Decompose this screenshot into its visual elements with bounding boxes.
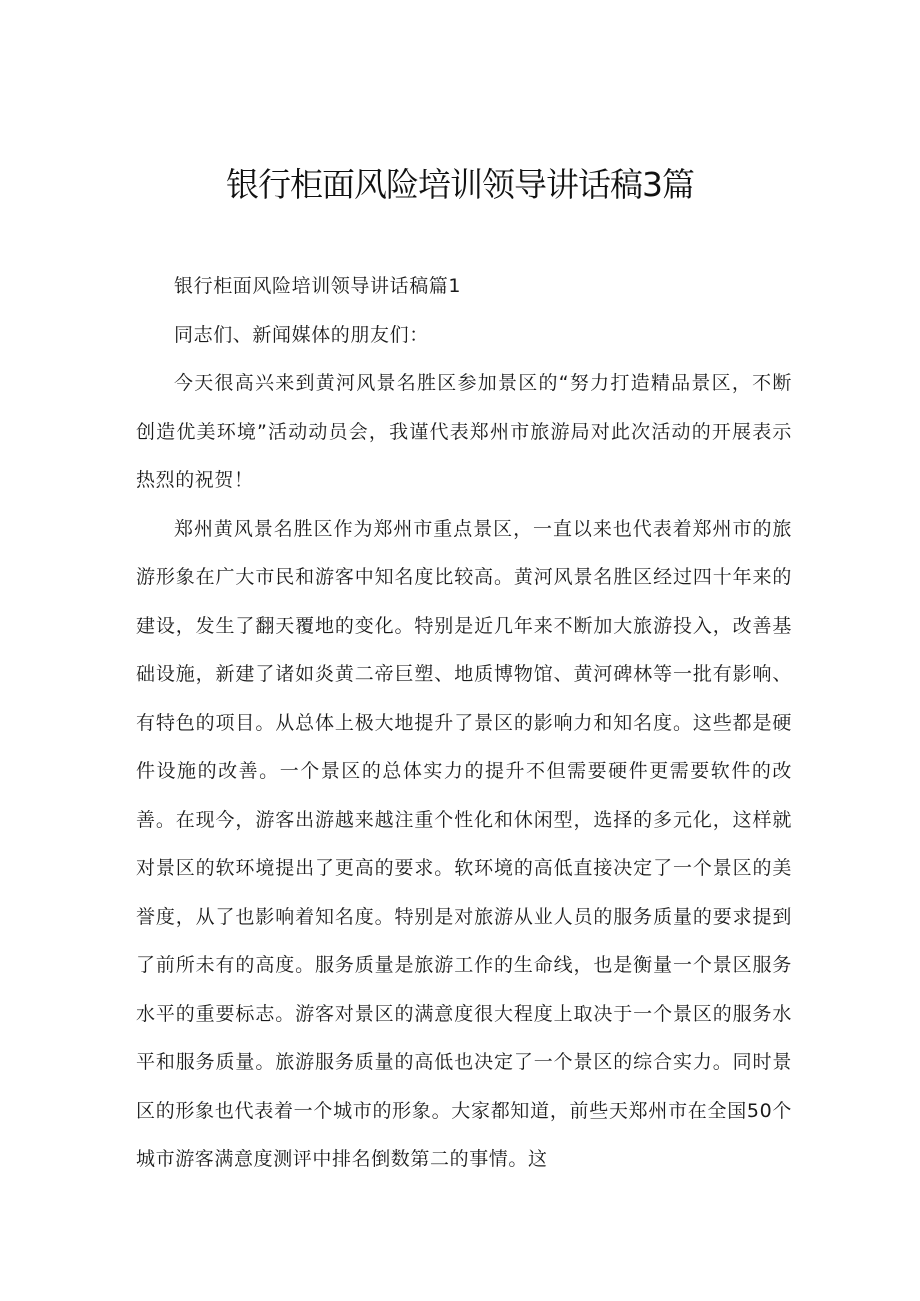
paragraph-intro: 今天很高兴来到黄河风景名胜区参加景区的“努力打造精品景区，不断创造优美环境”活动动员会，我谨代表郑州市旅游局对此次活动的开展表示热烈的祝贺！ bbox=[136, 372, 792, 491]
section-heading: 银行柜面风险培训领导讲话稿篇1 bbox=[174, 275, 462, 297]
paragraph-main: 郑州黄风景名胜区作为郑州市重点景区，一直以来也代表着郑州市的旅游形象在广大市民和游客中知名度比较高。黄河风景名胜区经过四十年来的建设，发生了翻天覆地的变化。特别是近几年来不断加大旅游投入，改善基础设施，新建了诸如炎黄二帝巨塑、地质博物馆、黄河碑林等一批有影响、有特色的项目。从总体上极大地提升了景区的影响力和知名度。这些都是硬件设施的改善。一个景区的总体实力的提升不但需要硬件更需要软件的改善。在现今，游客出游越来越注重个性化和休闲型，选择的多元化，这样就对景区的软环境提出了更高的要求。软环境的高低直接决定了一个景区的美誉度，从了也影响着知名度。特别是对旅游从业人员的服务质量的要求提到了前所未有的高度。服务质量是旅游工作的生命线，也是衡量一个景区服务水平的重要标志。游客对景区的满意度很大程度上取决于一个景区的服务水平和服务质量。旅游服务质量的高低也决定了一个景区的综合实力。同时景区的形象也代表着一个城市的形象。大家都知道，前些天郑州市在全国50个城市游客满意度测评中排名倒数第二的事情。这 bbox=[136, 517, 792, 1170]
document-title: 银行柜面风险培训领导讲话稿3篇 bbox=[226, 165, 694, 204]
document-body bbox=[136, 262, 792, 1184]
salutation: 同志们、新闻媒体的朋友们： bbox=[174, 323, 429, 346]
